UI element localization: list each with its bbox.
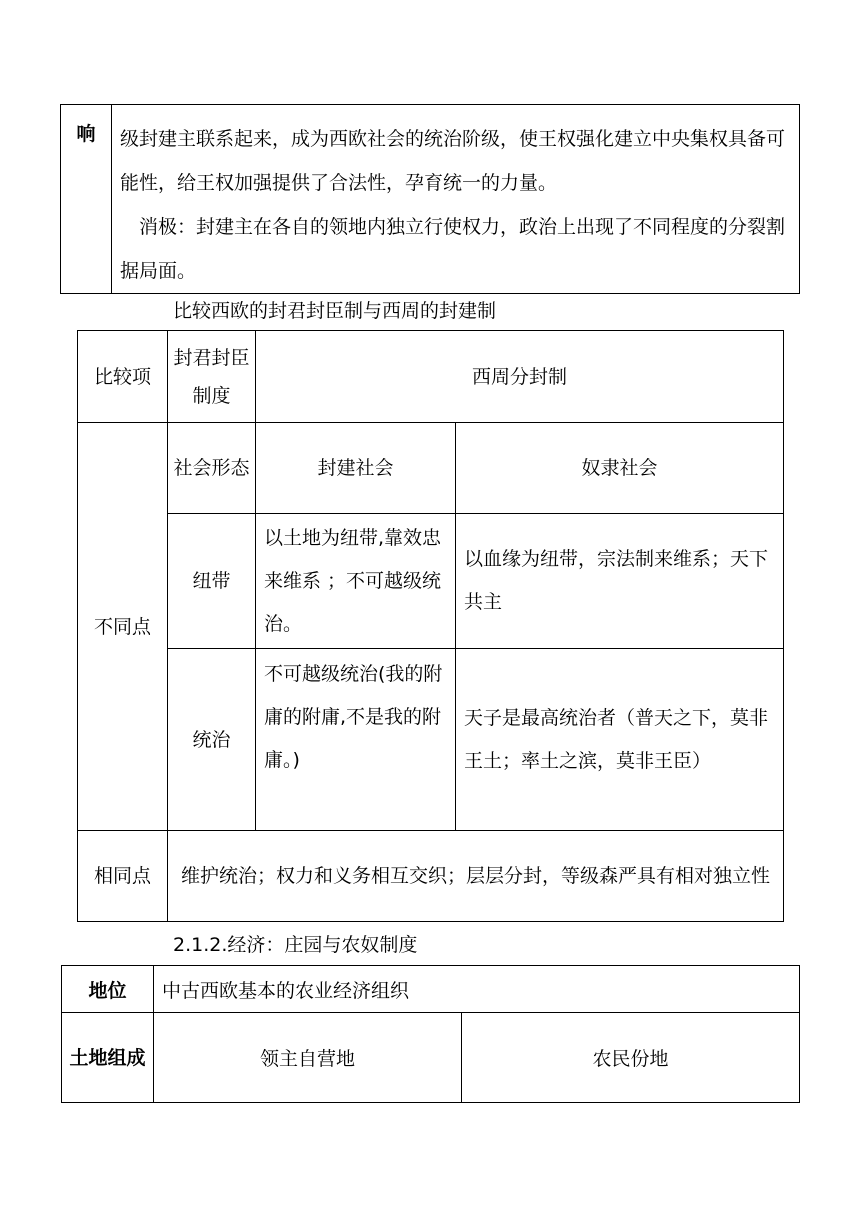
same-label: 相同点 <box>78 831 168 922</box>
col-a-header: 封君封臣制度 <box>168 331 256 423</box>
diff-label: 不同点 <box>78 423 168 831</box>
row-social-a: 封建社会 <box>256 423 456 514</box>
comparison-table <box>77 330 784 922</box>
manor-table <box>61 965 800 1103</box>
same-text: 维护统治；权力和义务相互交织；层层分封，等级森严具有相对独立性 <box>168 831 784 922</box>
influence-header: 响 <box>61 105 112 294</box>
row-social-b: 奴隶社会 <box>456 423 784 514</box>
row-label-bond: 纽带 <box>168 514 256 649</box>
status-label: 地位 <box>62 966 154 1013</box>
influence-content <box>112 105 800 294</box>
status-value: 中古西欧基本的农业经济组织 <box>154 966 800 1013</box>
positive-text: 级封建主联系起来，成为西欧社会的统治阶级，使王权强化建立中央集权具备可能性，给王权加强提供了合法性，孕育统一的力量。 <box>120 128 786 194</box>
row-bond-b: 以血缘为纽带，宗法制来维系；天下共主 <box>456 514 784 649</box>
col-b-header: 西周分封制 <box>256 331 784 423</box>
comparison-caption: 比较西欧的封君封臣制与西周的封建制 <box>173 300 497 322</box>
demesne-cell: 领主自营地 <box>154 1013 462 1103</box>
influence-table <box>60 104 800 294</box>
negative-text: 消极：封建主在各自的领地内独立行使权力，政治上出现了不同程度的分裂割据局面。 <box>120 216 786 282</box>
row-label-rule: 统治 <box>168 649 256 831</box>
row-bond-a: 以土地为纽带,靠效忠来维系 ；不可越级统治。 <box>256 514 456 649</box>
land-label: 土地组成 <box>62 1013 154 1103</box>
peasant-land-cell: 农民份地 <box>462 1013 800 1103</box>
row-label-social: 社会形态 <box>168 423 256 514</box>
col-item-header: 比较项 <box>78 331 168 423</box>
row-rule-a: 不可越级统治(我的附庸的附庸,不是我的附庸。) <box>256 649 456 831</box>
economy-caption: 2.1.2.经济：庄园与农奴制度 <box>173 934 418 956</box>
row-rule-b: 天子是最高统治者（普天之下，莫非王土；率土之滨，莫非王臣） <box>456 649 784 831</box>
